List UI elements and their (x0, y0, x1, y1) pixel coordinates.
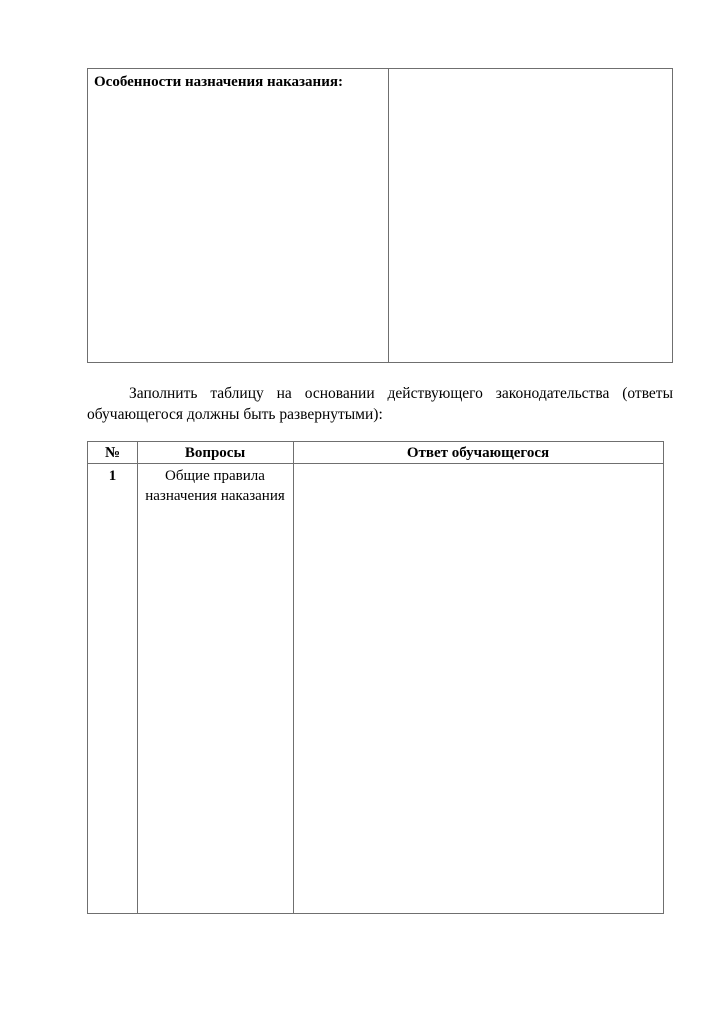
column-divider (137, 442, 138, 913)
instruction-text: Заполнить таблицу на основании действующего законодательства (ответы обучающегося должны быть развернутыми): (87, 385, 673, 423)
questions-table (87, 441, 664, 914)
row-number: 1 (108, 468, 117, 484)
row-question: Общие правила назначения наказания (145, 468, 285, 504)
header-divider (88, 463, 663, 464)
header-number: № (104, 445, 121, 461)
sentencing-features-label: Особенности назначения наказания: (94, 74, 343, 90)
sentencing-features-table (87, 68, 673, 363)
header-questions: Вопросы (184, 445, 246, 461)
row-answer-field[interactable] (293, 466, 663, 486)
sentencing-features-label-cell (88, 69, 389, 362)
header-answer: Ответ обучающегося (406, 445, 550, 461)
sentencing-features-answer-cell[interactable] (389, 69, 672, 362)
column-divider (293, 442, 294, 913)
